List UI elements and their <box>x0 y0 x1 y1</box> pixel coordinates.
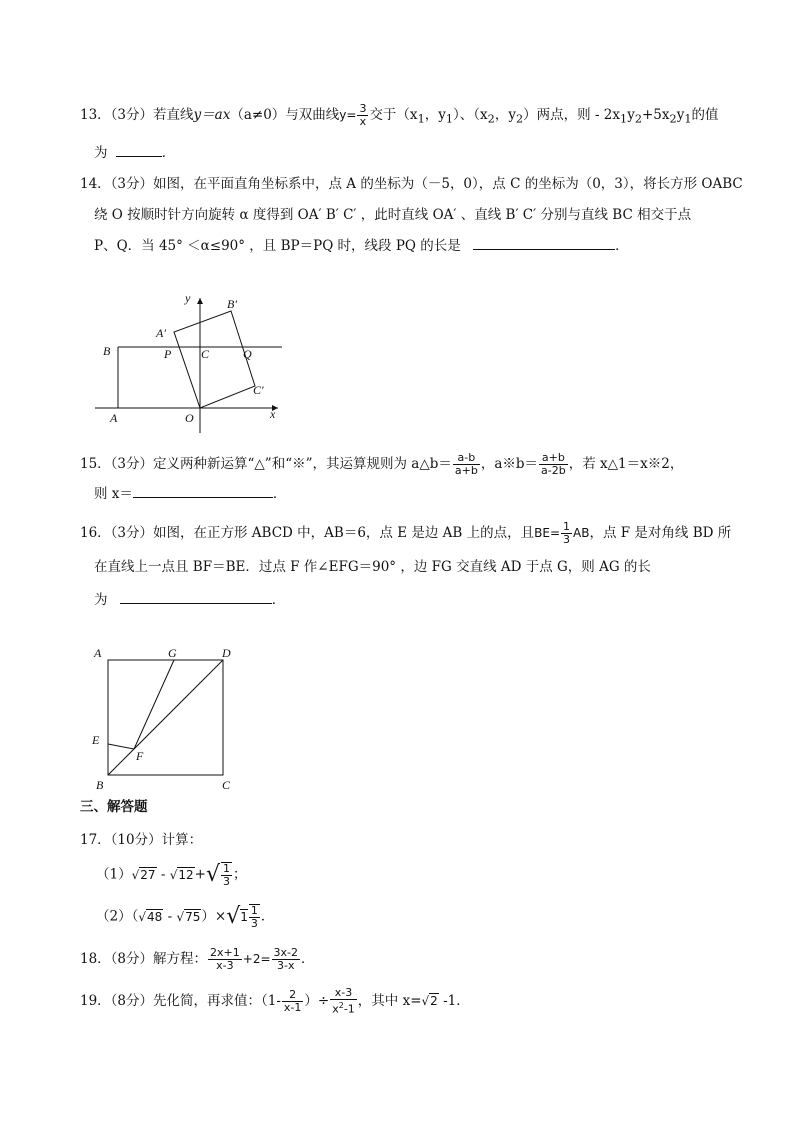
question-14-line2: 绕 O 按顺时针方向旋转 α 度得到 OA′ B′ C′ ，此时直线 OA′ 、直线 B′ C′ 分别与直线 BC 相交于点 <box>94 207 692 223</box>
q14-figure <box>90 288 290 438</box>
question-19: 19．（8分）先化简，再求值：（1- $\frac{2}{x-1}$ ）÷ $\frac{x-3}{x^2-1}$ ，其中 x=√2 -1． <box>80 986 470 1016</box>
q15-fraction-1: $\frac{a-b}{a+b}$ <box>454 451 478 477</box>
question-17-title: 17．（10分）计算： <box>80 832 203 848</box>
question-15-line1: 15．（3分）定义两种新运算“△”和“※”，其运算规则为 a△b＝ $\frac{a-b}{a+b}$ ，a※b＝ $\frac{a+b}{a-2b}$ ，若 x△1＝x※2， <box>80 451 684 477</box>
label-c: C <box>201 347 210 361</box>
q15-fraction-2: $\frac{a+b}{a-2b}$ <box>541 451 566 477</box>
q19-fraction-2: $\frac{x-3}{x^2-1}$ <box>332 986 355 1016</box>
question-14-line1: 14．（3分）如图，在平面直角坐标系中，点 A 的坐标为（－5，0），点 C 的坐标为（0，3），将长方形 OABC <box>80 176 743 192</box>
question-16-line2: 在直线上一点且 BF＝BE．过点 F 作∠EFG＝90° ，边 FG 交直线 AD 于点 G，则 AG 的长 <box>94 559 651 575</box>
q13-fraction: $\frac{3}{x}$ <box>359 102 367 128</box>
q16-fraction: $\frac{1}{3}$ <box>563 520 570 546</box>
label-e: E <box>92 733 100 747</box>
question-17-part1: （1）√27 - √12+√ $\frac{1}{3}$ ； <box>96 862 247 888</box>
answer-blank-15[interactable] <box>133 484 273 498</box>
q18-fraction-1: $\frac{2x+1}{x-3}$ <box>210 946 240 972</box>
answer-blank-13[interactable] <box>116 143 162 157</box>
question-17-part2: （2）（√48 - √75）×√1 $\frac{1}{3}$ ． <box>96 904 275 930</box>
question-13-line2: 为 ． <box>94 145 176 161</box>
answer-blank-14[interactable] <box>473 236 615 250</box>
question-14-line3: P、Q．当 45° ＜α≤90° ，且 BP＝PQ 时，线段 PQ 的长是 ． <box>94 238 629 254</box>
q18-fraction-2: $\frac{3x-2}{3-x}$ <box>273 946 298 972</box>
label-c-prime: C′ <box>253 383 264 397</box>
segment-fg <box>134 660 174 749</box>
q19-fraction-1: $\frac{2}{x-1}$ <box>283 987 302 1014</box>
label-b: B <box>103 344 111 358</box>
label-x: x <box>270 407 276 421</box>
answer-blank-16[interactable] <box>120 590 272 604</box>
label-p: P <box>164 347 172 361</box>
label-y: y <box>185 291 191 305</box>
q13-number: 13．（3分） <box>80 107 154 123</box>
label-o: O <box>185 411 194 425</box>
question-18: 18．（8分）解方程： $\frac{2x+1}{x-3}$ +2= $\frac{3x-2}{3-x}$ ． <box>80 946 315 972</box>
label-d: D <box>222 646 231 660</box>
question-16-line3: 为 ． <box>94 592 286 608</box>
label-c: C <box>222 778 231 792</box>
label-a: A <box>94 646 102 660</box>
label-b-prime: B′ <box>227 297 237 311</box>
segment-ef <box>108 744 134 749</box>
question-16-line1: 16．（3分）如图，在正方形 ABCD 中，AB＝6，点 E 是边 AB 上的点，且BE= $\frac{1}{3}$ AB，点 F 是对角线 BD 所 <box>80 520 732 546</box>
section-heading: 三、解答题 <box>80 799 148 815</box>
label-g: G <box>168 646 177 660</box>
question-13: 13．（3分）若直线y＝ax（a≠0）与双曲线y= $\frac{3}{x}$ 交于（$x_1$，$y_1$）、（$x_2$，$y_2$）两点，则 - $2x_1y_2+5x_2y_1$的值 <box>80 102 719 128</box>
label-f: F <box>136 749 144 763</box>
q16-figure <box>88 640 248 795</box>
diagonal-bd <box>108 660 223 775</box>
question-15-line2: 则 x＝ ． <box>94 486 287 502</box>
label-a: A <box>110 411 118 425</box>
label-b: B <box>96 778 104 792</box>
label-a-prime: A′ <box>156 326 166 340</box>
label-q: Q <box>243 347 252 361</box>
